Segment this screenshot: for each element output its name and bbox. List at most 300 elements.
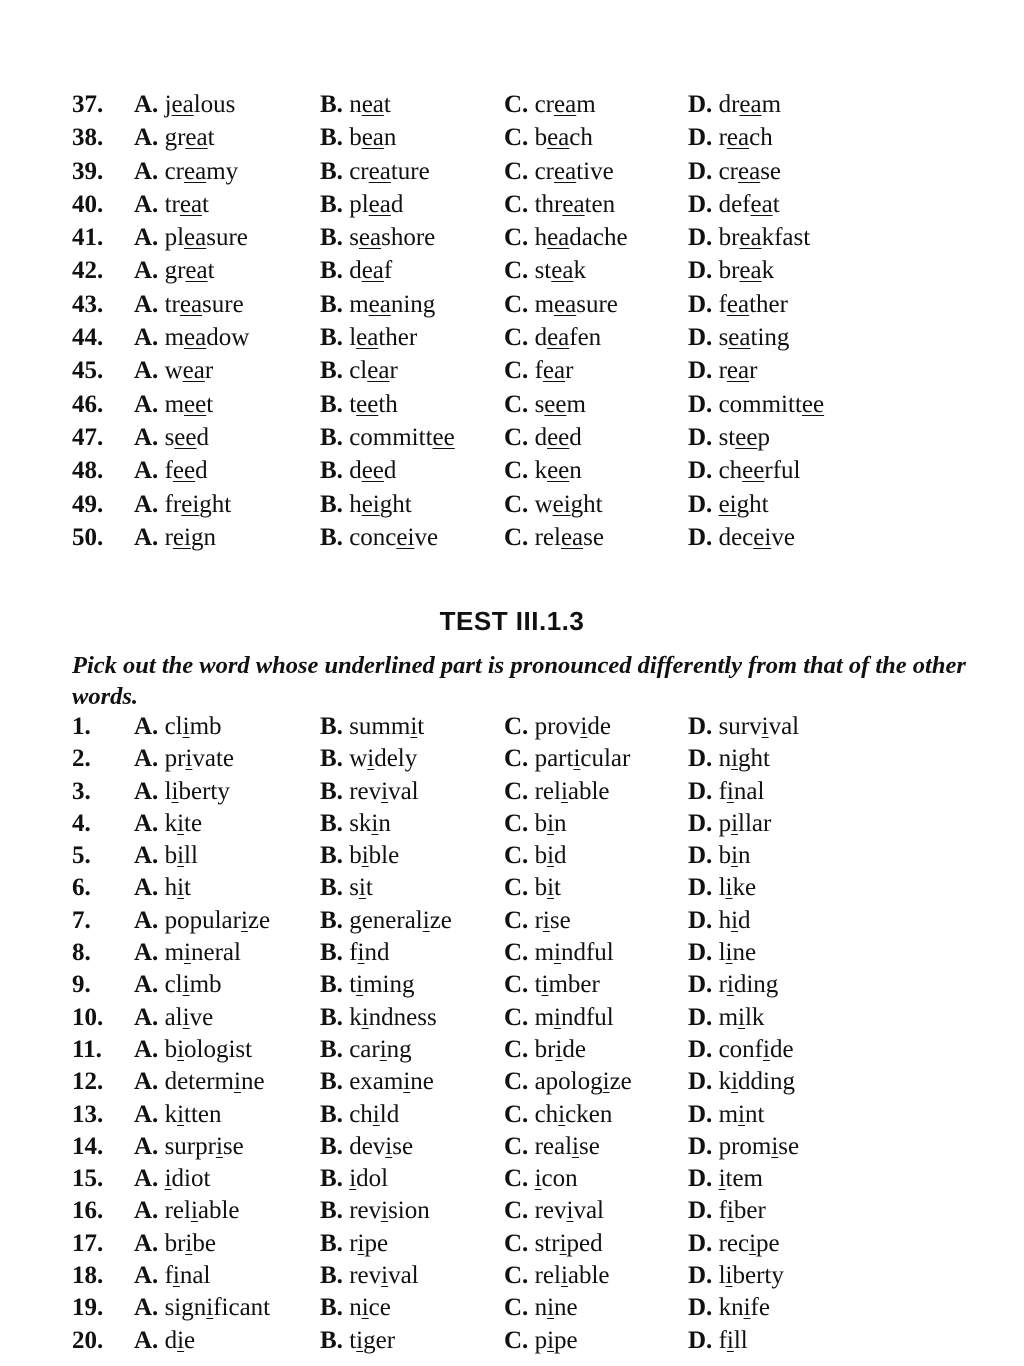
option-b	[320, 969, 415, 1001]
underlined-part: i	[725, 874, 733, 902]
word-prefix: m	[349, 290, 369, 318]
underlined-part: i	[381, 777, 389, 805]
option-d	[688, 88, 781, 121]
word-prefix: j	[164, 91, 172, 118]
word-suffix: ture	[390, 157, 430, 185]
option-letter: B.	[320, 190, 343, 218]
option-letter: B.	[320, 523, 343, 551]
word-prefix: prov	[534, 713, 581, 740]
question-number: 8.	[72, 939, 91, 967]
option-letter: A.	[134, 842, 159, 870]
option-c	[504, 1260, 610, 1292]
option-a	[134, 776, 230, 808]
word-suffix: ve	[771, 523, 795, 551]
option-a	[134, 1292, 270, 1324]
underlined-part: i	[738, 1003, 745, 1031]
word-prefix: br	[164, 1229, 186, 1257]
question-number: 1.	[72, 713, 91, 740]
option-letter: A.	[134, 390, 159, 418]
word-suffix: val	[388, 777, 419, 805]
word-prefix: d	[534, 423, 548, 451]
question-row	[72, 1131, 972, 1163]
question-row	[72, 221, 972, 254]
word-suffix: k	[761, 257, 775, 285]
word-suffix: d	[195, 457, 208, 485]
option-letter: A.	[134, 939, 159, 967]
question-row	[72, 776, 972, 808]
word-prefix: m	[534, 290, 555, 318]
option-b	[320, 1131, 413, 1163]
underlined-part: i	[177, 1035, 185, 1063]
word-prefix: f	[718, 290, 727, 318]
option-b	[320, 776, 419, 808]
option-a	[134, 808, 202, 840]
word-prefix: al	[164, 1003, 183, 1031]
option-letter: B.	[320, 1035, 343, 1063]
question-number: 38.	[72, 124, 104, 152]
option-c	[504, 88, 596, 121]
underlined-part: i	[349, 1165, 357, 1193]
word-prefix: pr	[164, 745, 186, 773]
word-suffix: ce	[368, 1294, 391, 1322]
underlined-part: i	[171, 777, 179, 805]
word-suffix: sure	[206, 224, 248, 252]
word-suffix: d	[554, 842, 567, 870]
word-suffix: ne	[410, 1068, 434, 1096]
word-suffix: d	[383, 457, 397, 485]
word-prefix: kn	[718, 1294, 744, 1322]
option-d	[688, 1066, 795, 1098]
option-d	[688, 521, 795, 554]
option-letter: C.	[504, 1326, 529, 1354]
option-letter: D.	[688, 390, 713, 418]
word-suffix: ch	[749, 124, 773, 152]
underlined-part: ee	[742, 457, 765, 485]
question-row	[72, 354, 972, 387]
option-letter: D.	[688, 357, 713, 385]
word-suffix: mb	[189, 971, 222, 999]
option-a	[134, 421, 209, 454]
option-b	[320, 155, 430, 188]
option-letter: C.	[504, 324, 529, 352]
option-letter: B.	[320, 777, 343, 805]
word-suffix: pe	[554, 1326, 578, 1354]
word-suffix: sion	[388, 1197, 430, 1225]
underlined-part: ea	[739, 91, 762, 118]
option-b	[320, 421, 455, 454]
option-letter: C.	[504, 390, 529, 418]
question-row	[72, 969, 972, 1001]
question-row	[72, 288, 972, 321]
question-number: 6.	[72, 874, 91, 902]
word-suffix: able	[567, 777, 610, 805]
option-c	[504, 521, 604, 554]
word-suffix: dache	[569, 224, 628, 252]
word-prefix: thr	[534, 190, 563, 218]
word-prefix: rel	[534, 523, 561, 551]
underlined-part: ei	[181, 490, 200, 518]
option-a	[134, 905, 270, 937]
option-letter: D.	[688, 91, 713, 118]
question-number: 46.	[72, 390, 104, 418]
option-d	[688, 321, 789, 354]
word-prefix: f	[349, 939, 358, 967]
word-suffix: ficant	[213, 1294, 271, 1322]
word-prefix: t	[349, 971, 357, 999]
word-suffix: ndful	[560, 939, 614, 967]
underlined-part: i	[761, 713, 769, 740]
word-suffix: ne	[732, 939, 757, 967]
option-letter: A.	[134, 971, 159, 999]
option-letter: A.	[134, 777, 159, 805]
question-number: 14.	[72, 1132, 104, 1160]
option-a	[134, 1002, 213, 1034]
option-letter: D.	[688, 224, 713, 252]
word-prefix: m	[164, 390, 185, 418]
option-b	[320, 121, 396, 154]
question-row	[72, 254, 972, 287]
word-suffix: de	[587, 713, 611, 740]
question-row	[72, 1099, 972, 1131]
word-suffix: sure	[576, 290, 618, 318]
word-suffix: berty	[178, 777, 230, 805]
option-d	[688, 1228, 780, 1260]
option-d	[688, 840, 751, 872]
option-d	[688, 969, 778, 1001]
underlined-part: ei	[718, 490, 737, 518]
option-b	[320, 1163, 388, 1195]
underlined-part: i	[547, 874, 555, 902]
option-letter: B.	[320, 1326, 343, 1354]
option-letter: A.	[134, 1262, 159, 1290]
word-prefix: b	[164, 842, 178, 870]
word-suffix: se	[760, 157, 782, 185]
word-suffix: e	[184, 1326, 196, 1354]
word-prefix: d	[164, 1326, 178, 1354]
option-b	[320, 1099, 399, 1131]
word-prefix: b	[534, 842, 548, 870]
option-letter: D.	[688, 745, 713, 773]
option-letter: A.	[134, 523, 159, 551]
word-prefix: ch	[718, 457, 743, 485]
word-suffix: ne	[240, 1068, 265, 1096]
word-prefix: n	[349, 1294, 362, 1322]
word-prefix: r	[534, 906, 543, 934]
word-prefix: s	[349, 874, 359, 902]
option-letter: B.	[320, 842, 343, 870]
option-letter: C.	[504, 939, 529, 967]
word-prefix: br	[534, 1035, 556, 1063]
option-letter: D.	[688, 842, 713, 870]
word-prefix: b	[534, 874, 548, 902]
word-suffix: t	[207, 124, 215, 152]
option-letter: D.	[688, 1294, 713, 1322]
question-number: 3.	[72, 777, 91, 805]
underlined-part: ea	[553, 91, 577, 118]
word-suffix: t	[202, 190, 209, 218]
question-row	[72, 937, 972, 969]
option-b	[320, 937, 389, 969]
word-suffix: n	[554, 809, 567, 837]
option-letter: D.	[688, 1165, 713, 1193]
option-c	[504, 221, 628, 254]
option-d	[688, 1131, 799, 1163]
underlined-part: i	[726, 777, 734, 805]
word-prefix: m	[718, 1100, 739, 1128]
underlined-part: i	[215, 1132, 223, 1160]
underlined-part: i	[190, 1197, 198, 1225]
underlined-part: ea	[726, 290, 750, 318]
word-prefix: rev	[534, 1197, 567, 1225]
word-suffix: diot	[171, 1165, 211, 1193]
option-b	[320, 1034, 412, 1066]
option-letter: D.	[688, 124, 713, 152]
option-letter: A.	[134, 157, 159, 185]
option-d	[688, 1099, 764, 1131]
option-d	[688, 254, 774, 287]
word-suffix: r	[204, 357, 214, 385]
option-a	[134, 1163, 210, 1195]
word-prefix: l	[718, 874, 726, 902]
question-row	[72, 1228, 972, 1260]
option-a	[134, 969, 222, 1001]
option-a	[134, 872, 191, 904]
option-letter: D.	[688, 324, 713, 352]
question-number: 44.	[72, 324, 104, 352]
option-c	[504, 188, 615, 221]
underlined-part: i	[403, 1068, 411, 1096]
word-suffix: mber	[548, 971, 600, 999]
underlined-part: ea	[184, 224, 207, 252]
question-row	[72, 421, 972, 454]
underlined-part: ea	[560, 523, 584, 551]
word-suffix: n	[383, 124, 397, 152]
underlined-part: ea	[361, 91, 384, 118]
underlined-part: i	[385, 1132, 393, 1160]
underlined-part: i	[771, 1132, 779, 1160]
underlined-part: i	[725, 939, 733, 967]
word-suffix: ze	[429, 906, 452, 934]
word-suffix: ld	[379, 1100, 400, 1128]
option-letter: D.	[688, 809, 713, 837]
word-suffix: ologist	[184, 1035, 253, 1063]
option-letter: C.	[504, 91, 529, 118]
word-prefix: gr	[164, 257, 186, 285]
option-d	[688, 121, 773, 154]
underlined-part: i	[541, 971, 549, 999]
underlined-part: i	[566, 1197, 574, 1225]
underlined-part: i	[554, 939, 561, 967]
word-suffix: kfast	[761, 224, 811, 252]
word-suffix: llar	[738, 809, 772, 837]
option-c	[504, 1131, 600, 1163]
word-suffix: vate	[192, 745, 234, 773]
word-suffix: neral	[190, 939, 241, 967]
word-prefix: d	[534, 324, 548, 352]
option-b	[320, 1002, 437, 1034]
test-title: TEST III.1.3	[439, 606, 585, 636]
underlined-part: ea	[547, 224, 570, 252]
option-b	[320, 221, 435, 254]
question-row	[72, 388, 972, 421]
word-suffix: ght	[199, 490, 232, 518]
option-letter: A.	[134, 1035, 159, 1063]
underlined-part: i	[602, 1068, 610, 1096]
option-d	[688, 808, 771, 840]
option-letter: B.	[320, 1165, 343, 1193]
word-prefix: b	[718, 842, 732, 870]
word-prefix: rev	[349, 1262, 382, 1290]
option-a	[134, 388, 213, 421]
word-prefix: k	[164, 1100, 178, 1128]
option-letter: A.	[134, 1068, 159, 1096]
option-letter: A.	[134, 190, 159, 218]
word-prefix: t	[349, 1326, 357, 1354]
question-number: 19.	[72, 1294, 104, 1322]
question-row	[72, 1034, 972, 1066]
word-suffix: pe	[756, 1229, 780, 1257]
word-suffix: d	[196, 423, 209, 451]
word-prefix: f	[164, 1262, 173, 1290]
underlined-part: i	[357, 1229, 365, 1257]
option-c	[504, 254, 586, 287]
question-row	[72, 454, 972, 487]
word-prefix: apolog	[534, 1068, 603, 1096]
option-letter: C.	[504, 190, 529, 218]
option-letter: D.	[688, 290, 713, 318]
option-d	[688, 937, 756, 969]
option-letter: A.	[134, 124, 159, 152]
word-suffix: ber	[733, 1197, 766, 1225]
option-d	[688, 1260, 784, 1292]
underlined-part: ea	[562, 190, 585, 218]
option-a	[134, 254, 215, 287]
option-letter: C.	[504, 490, 529, 518]
word-suffix: ning	[390, 290, 436, 318]
option-letter: B.	[320, 1068, 343, 1096]
option-b	[320, 872, 373, 904]
option-a	[134, 354, 213, 387]
option-letter: B.	[320, 457, 343, 485]
option-letter: A.	[134, 1003, 159, 1031]
underlined-part: i	[749, 1229, 757, 1257]
option-b	[320, 188, 403, 221]
word-suffix: ble	[368, 842, 400, 870]
option-a	[134, 1228, 216, 1260]
word-prefix: s	[534, 390, 545, 418]
option-letter: A.	[134, 357, 159, 385]
option-b	[320, 354, 398, 387]
word-prefix: b	[164, 1035, 178, 1063]
option-letter: A.	[134, 91, 159, 118]
word-suffix: tem	[725, 1165, 764, 1193]
option-letter: A.	[134, 324, 159, 352]
underlined-part: i	[206, 1294, 214, 1322]
word-prefix: r	[718, 971, 727, 999]
word-prefix: car	[349, 1035, 380, 1063]
word-suffix: t	[383, 91, 391, 118]
option-letter: B.	[320, 1100, 343, 1128]
underlined-part: i	[367, 745, 375, 773]
option-c	[504, 937, 614, 969]
option-letter: B.	[320, 357, 343, 385]
underlined-part: i	[738, 1100, 745, 1128]
option-a	[134, 1099, 222, 1131]
option-letter: A.	[134, 809, 159, 837]
option-letter: D.	[688, 777, 713, 805]
option-letter: B.	[320, 224, 343, 252]
word-prefix: general	[349, 906, 423, 934]
word-prefix: part	[534, 745, 574, 773]
underlined-part: ea	[185, 124, 208, 152]
word-suffix: ll	[733, 1326, 748, 1354]
word-prefix: fr	[164, 490, 182, 518]
option-c	[504, 905, 571, 937]
underlined-part: ea	[184, 324, 207, 352]
word-prefix: exam	[349, 1068, 404, 1096]
word-suffix: d	[390, 190, 404, 218]
underlined-part: i	[381, 1197, 389, 1225]
word-prefix: b	[534, 809, 548, 837]
word-prefix: br	[718, 224, 740, 252]
option-d	[688, 776, 764, 808]
question-number: 11.	[72, 1035, 102, 1063]
word-prefix: cl	[164, 713, 183, 740]
underlined-part: i	[731, 906, 739, 934]
underlined-part: ea	[547, 124, 570, 152]
word-prefix: surv	[718, 713, 762, 740]
option-letter: A.	[134, 1197, 159, 1225]
option-c	[504, 354, 573, 387]
option-letter: B.	[320, 490, 343, 518]
underlined-part: i	[356, 971, 364, 999]
underlined-part: i	[172, 1262, 180, 1290]
option-letter: C.	[504, 906, 529, 934]
word-suffix: ped	[566, 1229, 603, 1257]
option-letter: A.	[134, 457, 159, 485]
underlined-part: ea	[739, 224, 762, 252]
option-letter: A.	[134, 290, 159, 318]
question-row	[72, 155, 972, 188]
option-letter: B.	[320, 971, 343, 999]
word-prefix: h	[164, 874, 178, 902]
word-suffix: te	[184, 809, 203, 837]
underlined-part: ea	[728, 324, 751, 352]
word-suffix: shore	[381, 224, 436, 252]
option-c	[504, 1292, 578, 1324]
underlined-part: i	[356, 1326, 364, 1354]
underlined-part: ei	[396, 523, 415, 551]
option-letter: A.	[134, 906, 159, 934]
question-number: 47.	[72, 423, 104, 451]
word-prefix: h	[534, 224, 548, 252]
option-b	[320, 1325, 395, 1357]
option-letter: D.	[688, 190, 713, 218]
underlined-part: i	[726, 1326, 734, 1354]
option-b	[320, 840, 399, 872]
word-suffix: ther	[749, 290, 788, 318]
word-prefix: determ	[164, 1068, 234, 1096]
word-suffix: ght	[736, 490, 769, 518]
word-suffix: nal	[179, 1262, 211, 1290]
option-letter: C.	[504, 809, 529, 837]
option-d	[688, 188, 780, 221]
option-letter: D.	[688, 157, 713, 185]
underlined-part: i	[572, 1132, 579, 1160]
word-suffix: se	[549, 906, 571, 934]
option-b	[320, 88, 391, 121]
underlined-part: i	[726, 971, 734, 999]
